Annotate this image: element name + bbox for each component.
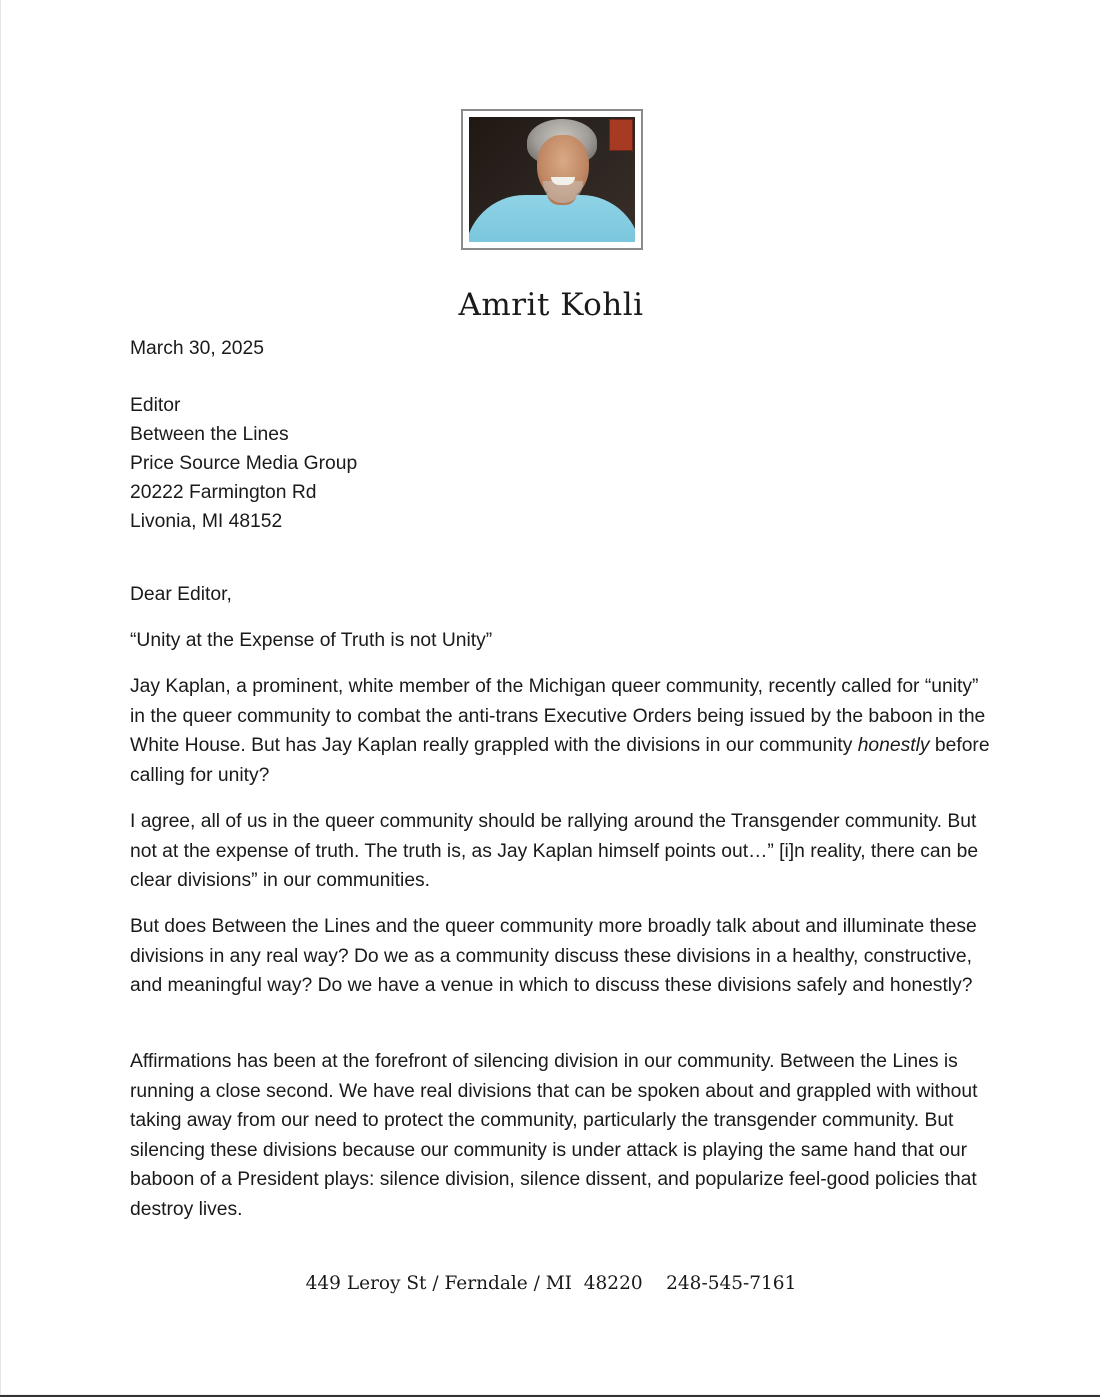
letterhead-name: Amrit Kohli (458, 287, 644, 323)
paragraph (130, 672, 990, 790)
recipient-line: 20222 Farmington Rd (130, 482, 317, 503)
recipient-address (130, 391, 990, 536)
recipient-line: Between the Lines (130, 424, 289, 445)
portrait-photo (469, 117, 635, 242)
paragraph: Affirmations has been at the forefront of silencing division in our community. Between the Lines is running a close second. We have real divisions that can be spoken about and grappled with without taking away from our need to protect the community, particularly the transgender community. But silencing these divisions because our community is under attack is playing the same hand that our baboon of a President plays: silence division, silence dissent, and popularize feel-good policies that destroy lives. (130, 1051, 978, 1220)
paragraph-text: before calling for unity? (130, 735, 990, 786)
paragraph: I agree, all of us in the queer community should be rallying around the Transgender community. But not at the expense of truth. The truth is, as Jay Kaplan himself points out…” [i]n reality, there can be clear divisions” in our communities. (130, 811, 979, 892)
emphasis-text: honestly (857, 735, 930, 757)
letter-date: March 30, 2025 (130, 338, 264, 359)
background-poster (609, 119, 633, 151)
paragraph-text: Jay Kaplan, a prominent, white member of the Michigan queer community, recently called for “unity” in the queer community to combat the anti-trans Executive Orders being issued by the baboon in the White House. But has Jay Kaplan really grappled with the divisions in our community (130, 676, 986, 757)
portrait-photo-frame (461, 109, 643, 250)
recipient-line: Editor (130, 395, 181, 416)
recipient-line: Livonia, MI 48152 (130, 511, 283, 532)
paragraph: But does Between the Lines and the queer community more broadly talk about and illuminate these divisions in any real way? Do we as a community discuss these divisions in a healthy, constructive, and meaningful way? Do we have a venue in which to discuss these divisions safely and honestly? (130, 916, 977, 997)
letter-subject: “Unity at the Expense of Truth is not Unity” (130, 630, 493, 651)
recipient-line: Price Source Media Group (130, 453, 358, 474)
footer-address: 449 Leroy St / Ferndale / MI 48220 248-545-7161 (305, 1273, 797, 1294)
salutation: Dear Editor, (130, 584, 232, 605)
